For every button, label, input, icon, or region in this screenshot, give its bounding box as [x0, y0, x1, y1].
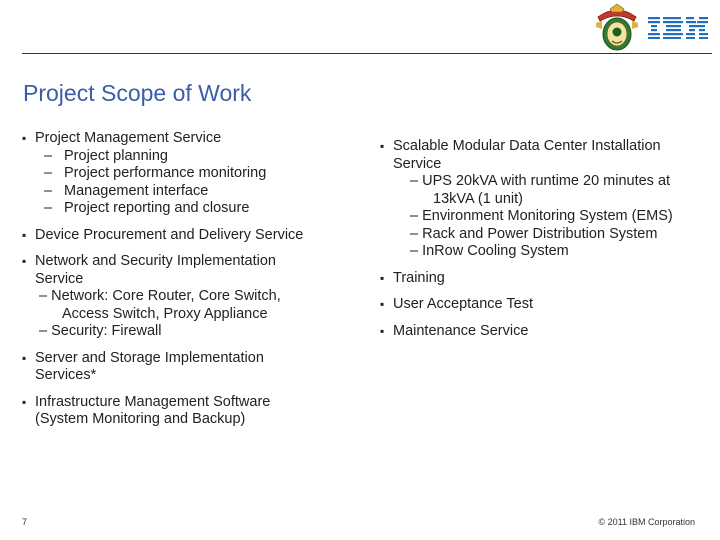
page-number: 7: [22, 517, 28, 527]
dc-sub-item: – Environment Monitoring System (EMS): [410, 208, 673, 224]
data-center-item: ▪ Scalable Modular Data Center Installation Service – UPS 20kVA with runtime 20 minutes at 13kVA (1 unit) – Environment Monitoring System (EMS) – Rack and Power Distribution System – InRow Cooling System: [380, 138, 705, 261]
header-divider: [22, 53, 712, 54]
dc-sub-item: – Rack and Power Distribution System: [410, 225, 658, 242]
network-sub-item-cont: Access Switch, Proxy Appliance: [62, 305, 268, 322]
right-column: [380, 138, 705, 340]
maintenance-item: ▪ Maintenance Service: [380, 323, 705, 341]
ibm-logo: [648, 15, 708, 39]
dc-sub-item-cont: 13kVA (1 unit): [433, 190, 524, 207]
dc-sub-item: – InRow Cooling System: [410, 243, 569, 259]
network-sub-item: – Network: Core Router, Core Switch,: [39, 288, 281, 304]
network-security-item: ▪ Network and Security Implementation Service – Network: Core Router, Core Switch, Access Switch, Proxy Appliance – Security: Firewall: [22, 253, 352, 341]
university-emblem-icon: [592, 3, 642, 53]
page-title: Project Scope of Work: [23, 80, 252, 106]
device-procurement-item: ▪ Device Procurement and Delivery Service: [22, 227, 352, 245]
training-item: ▪ Training: [380, 270, 705, 288]
pm-sub-item: – Project performance monitoring: [44, 165, 267, 181]
uat-item: ▪ User Acceptance Test: [380, 296, 705, 314]
security-sub-item: – Security: Firewall: [39, 323, 162, 339]
server-storage-item: ▪ Server and Storage Implementation Services*: [22, 350, 352, 385]
pm-sub-item: – Project reporting and closure: [44, 200, 250, 216]
left-column: [22, 130, 352, 429]
pm-sub-item: – Management interface: [44, 182, 209, 199]
infra-software-item: ▪ Infrastructure Management Software (System Monitoring and Backup): [22, 394, 352, 429]
dc-sub-item: – UPS 20kVA with runtime 20 minutes at: [410, 173, 671, 189]
pm-service-item: ▪ Project Management Service: [22, 130, 352, 148]
copyright: © 2011 IBM Corporation: [598, 517, 695, 527]
pm-sub-item: – Project planning: [44, 147, 168, 164]
